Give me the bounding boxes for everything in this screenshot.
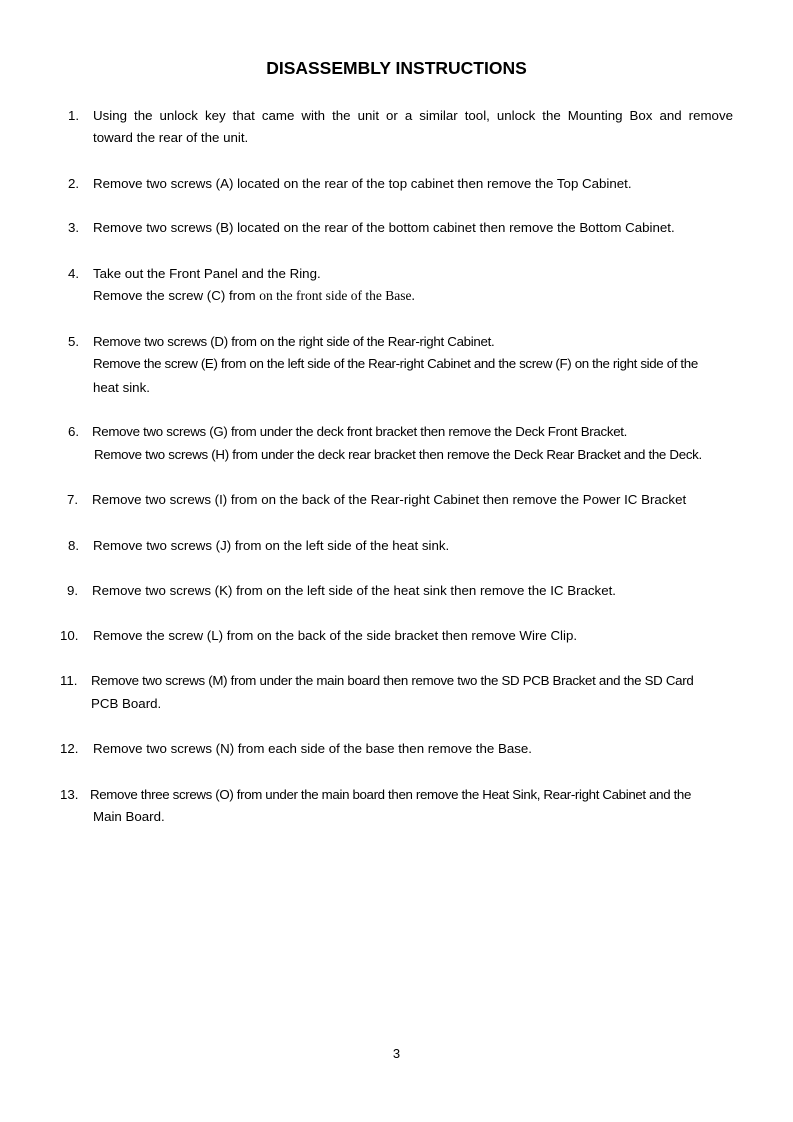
step-number: 4. bbox=[68, 266, 80, 281]
step-number: 6. bbox=[68, 424, 80, 439]
step-text: Remove two screws (G) from under the deck front bracket then remove the Deck Front Bracket. bbox=[92, 424, 628, 439]
step-number: 2. bbox=[68, 176, 80, 191]
step-text: Remove two screws (B) located on the rear of the bottom cabinet then remove the Bottom Cabinet. bbox=[93, 220, 675, 235]
step-number: 12. bbox=[60, 741, 79, 756]
page-number: 3 bbox=[392, 1046, 401, 1061]
step-text: Remove two screws (A) located on the rear of the top cabinet then remove the Top Cabinet. bbox=[93, 176, 632, 191]
step-number: 5. bbox=[68, 334, 80, 349]
step-text: Main Board. bbox=[93, 809, 165, 824]
step-number: 8. bbox=[68, 538, 80, 553]
step-text: Remove two screws (H) from under the deck rear bracket then remove the Deck Rear Bracket and the Deck. bbox=[94, 447, 702, 462]
step-text: Take out the Front Panel and the Ring. bbox=[93, 266, 321, 281]
step-text: Remove the screw (L) from on the back of the side bracket then remove Wire Clip. bbox=[93, 628, 578, 643]
step-number: 9. bbox=[67, 583, 79, 598]
step-text: Remove two screws (K) from on the left side of the heat sink then remove the IC Bracket. bbox=[92, 583, 616, 598]
step-number: 7. bbox=[67, 492, 79, 507]
step-text-part: on the front side of the Base. bbox=[259, 288, 415, 303]
step-text: Remove two screws (N) from each side of the base then remove the Base. bbox=[93, 741, 532, 756]
step-text: Remove two screws (D) from on the right side of the Rear-right Cabinet. bbox=[93, 334, 495, 349]
step-number: 13. bbox=[60, 787, 79, 802]
step-number: 3. bbox=[68, 220, 80, 235]
step-text: Remove three screws (O) from under the main board then remove the Heat Sink, Rear-right Cabinet and the bbox=[90, 787, 692, 802]
step-text-part: Remove the screw (C) from bbox=[93, 288, 260, 303]
step-text: Remove the screw (E) from on the left side of the Rear-right Cabinet and the screw (F) on the right side of the bbox=[93, 356, 698, 371]
page-title: DISASSEMBLY INSTRUCTIONS bbox=[266, 58, 527, 78]
step-text: heat sink. bbox=[93, 380, 150, 395]
step-text: PCB Board. bbox=[91, 696, 162, 711]
step-text: Remove two screws (J) from on the left side of the heat sink. bbox=[93, 538, 450, 553]
step-number: 1. bbox=[68, 108, 80, 123]
step-number: 10. bbox=[60, 628, 79, 643]
step-text: Remove two screws (M) from under the main board then remove two the SD PCB Bracket and the SD Card bbox=[91, 673, 694, 688]
step-text: toward the rear of the unit. bbox=[93, 130, 249, 145]
step-text bbox=[93, 288, 415, 304]
step-text: Using the unlock key that came with the unit or a similar tool, unlock the Mounting Box and remove bbox=[93, 108, 733, 123]
step-text: Remove two screws (I) from on the back of the Rear-right Cabinet then remove the Power IC Bracket bbox=[92, 492, 687, 507]
step-number: 11. bbox=[60, 673, 78, 688]
